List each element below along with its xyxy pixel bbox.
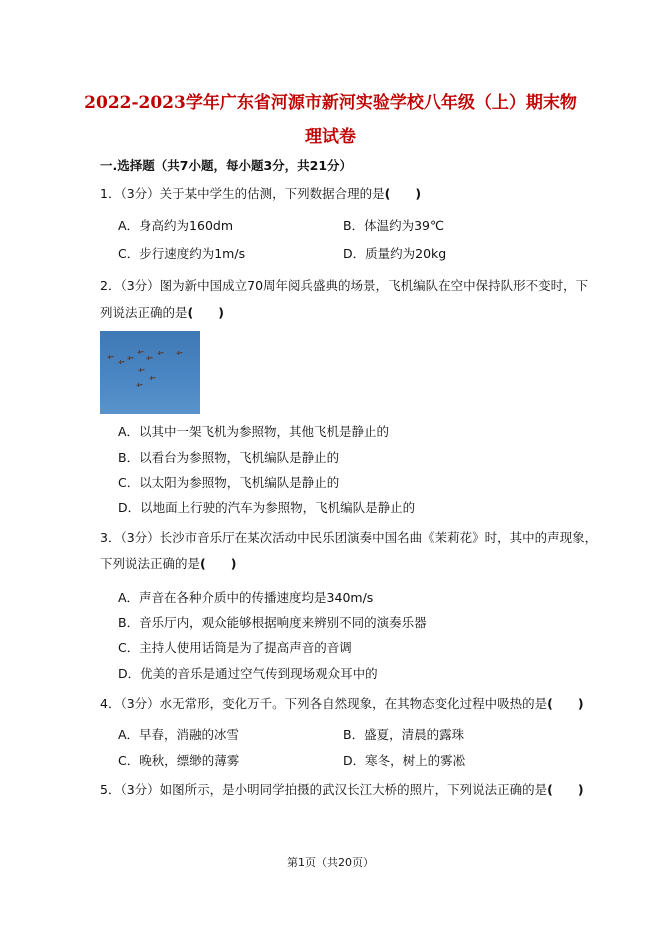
section-heading: 一.选择题（共7小题，每小题3分，共21分）: [100, 158, 353, 173]
aircraft-formation-icon: [100, 331, 200, 414]
question-2-option-c: C．以太阳为参照物，飞机编队是静止的: [118, 475, 340, 490]
aircraft-formation-photo: [100, 331, 200, 414]
question-5-bracket: ( ): [547, 782, 584, 797]
question-5-stem: [100, 782, 584, 798]
question-3-option-a: A．声音在各种介质中的传播速度均是340m/s: [118, 590, 374, 605]
question-3-stem-line-1: 3．（3分）长沙市音乐厅在某次活动中民乐团演奏中国名曲《茉莉花》时，其中的声现象，: [100, 530, 598, 545]
question-1-bracket: ( ): [384, 186, 422, 201]
question-1-option-b: B．体温约为39℃: [343, 218, 445, 233]
question-3-option-b: B．音乐厅内，观众能够根据响度来辨别不同的演奏乐器: [118, 615, 427, 630]
exam-title-line-1: 2022-2023学年广东省河源市新河实验学校八年级（上）期末物: [84, 93, 577, 113]
question-4-option-c: C．晚秋，缥缈的薄雾: [118, 753, 240, 768]
exam-title-line-2: 理试卷: [305, 127, 356, 147]
page-footer: 第1页（共20页）: [287, 856, 374, 869]
question-4-text: 4．（3分）水无常形，变化万千。下列各自然现象，在其物态变化过程中吸热的是: [100, 696, 548, 711]
question-1-stem: [100, 186, 421, 202]
question-1-text: 1．（3分）关于某中学生的估测，下列数据合理的是: [100, 186, 385, 201]
question-2-stem-line-2: [100, 305, 224, 321]
question-2-stem-line-1: 2．（3分）图为新中国成立70周年阅兵盛典的场景，飞机编队在空中保持队形不变时，下: [100, 278, 589, 293]
question-3-bracket: ( ): [200, 556, 237, 571]
question-2-option-a: A．以其中一架飞机为参照物，其他飞机是静止的: [118, 424, 390, 439]
question-2-bracket: ( ): [187, 305, 224, 320]
question-3-stem-line-2: [100, 556, 236, 572]
question-2-option-b: B．以看台为参照物，飞机编队是静止的: [118, 450, 340, 465]
question-4-option-a: A．早春，消融的冰雪: [118, 727, 240, 742]
question-5-text: 5．（3分）如图所示，是小明同学拍摄的武汉长江大桥的照片，下列说法正确的是: [100, 782, 548, 797]
question-4-option-b: B．盛夏，清晨的露珠: [343, 727, 465, 742]
question-4-option-d: D．寒冬，树上的雾凇: [343, 753, 466, 768]
question-4-bracket: ( ): [547, 696, 584, 711]
question-3-option-d: D．优美的音乐是通过空气传到现场观众耳中的: [118, 666, 378, 681]
question-1-option-d: D．质量约为20kg: [343, 246, 447, 261]
question-3-option-c: C．主持人使用话筒是为了提高声音的音调: [118, 640, 352, 655]
question-1-option-a: A．身高约为160dm: [118, 218, 234, 233]
question-3-text: 下列说法正确的是: [100, 556, 201, 571]
question-2-option-d: D．以地面上行驶的汽车为参照物，飞机编队是静止的: [118, 500, 416, 515]
question-4-stem: [100, 696, 584, 712]
question-1-option-c: C．步行速度约为1m/s: [118, 246, 246, 261]
question-2-text: 列说法正确的是: [100, 305, 188, 320]
